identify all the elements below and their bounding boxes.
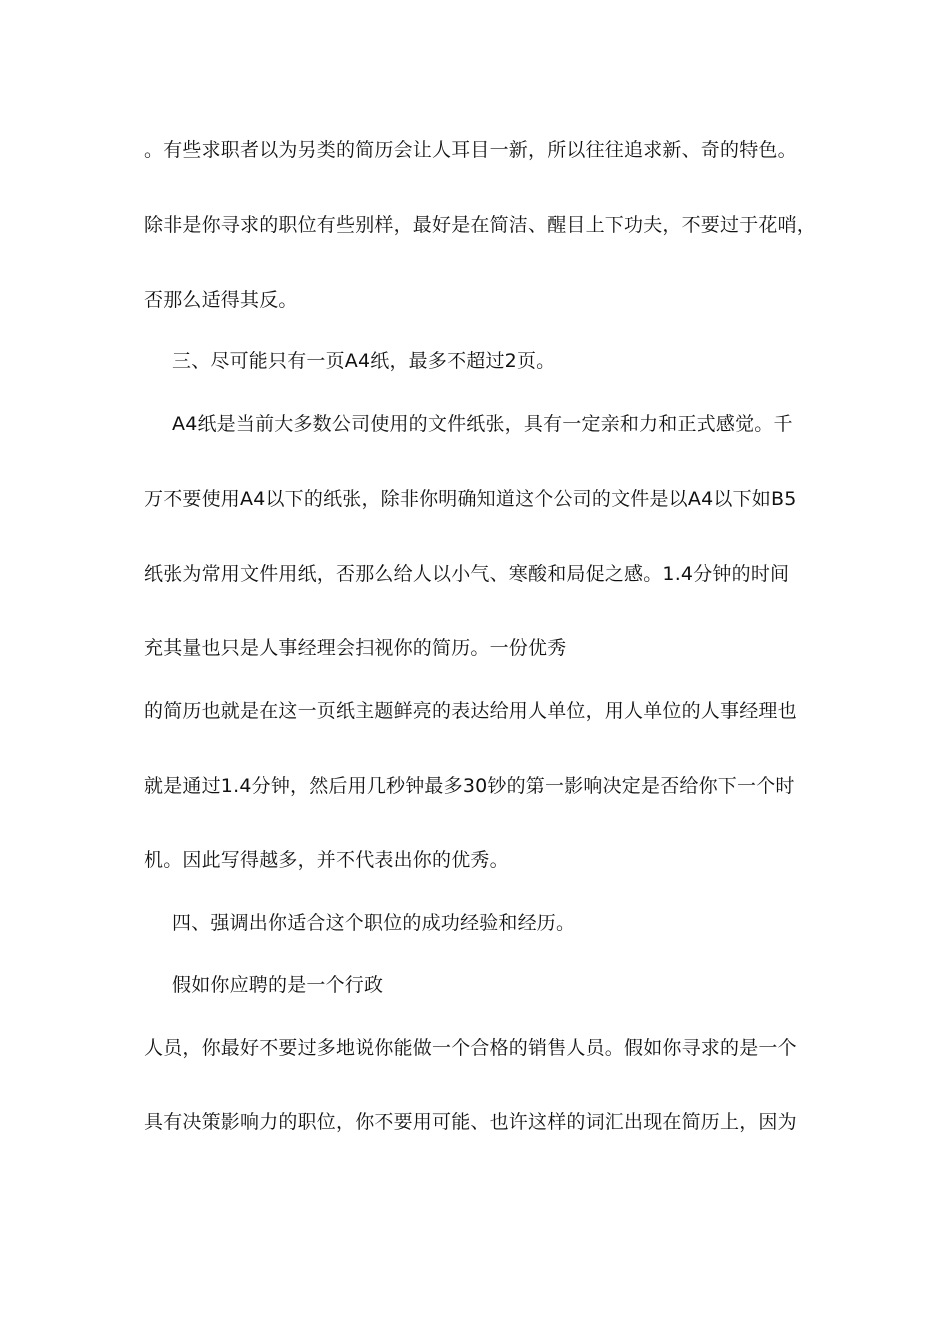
- section-heading-4: 四、强调出你适合这个职位的成功经验和经历。: [172, 912, 576, 934]
- body-text-line: 除非是你寻求的职位有些别样，最好是在简洁、醒目上下功夫，不要过于花哨，: [144, 214, 817, 236]
- body-text-line: A4纸是当前大多数公司使用的文件纸张，具有一定亲和力和正式感觉。千: [172, 413, 793, 435]
- body-text-line: 纸张为常用文件用纸，否那么给人以小气、寒酸和局促之感。1.4分钟的时间: [144, 563, 790, 585]
- body-text-line: 否那么适得其反。: [144, 289, 298, 311]
- body-text-line: 。有些求职者以为另类的简历会让人耳目一新，所以往往追求新、奇的特色。: [144, 139, 797, 161]
- body-text-line: 就是通过1.4分钟，然后用几秒钟最多30钞的第一影响决定是否给你下一个时: [144, 775, 795, 797]
- body-text-line: 人员，你最好不要过多地说你能做一个合格的销售人员。假如你寻求的是一个: [144, 1037, 797, 1059]
- body-text-line: 具有决策影响力的职位，你不要用可能、也许这样的词汇出现在简历上，因为: [144, 1111, 797, 1133]
- body-text-line: 假如你应聘的是一个行政: [172, 974, 384, 996]
- body-text-line: 机。因此写得越多，并不代表出你的优秀。: [144, 849, 509, 871]
- body-text-line: 的简历也就是在这一页纸主题鲜亮的表达给用人单位，用人单位的人事经理也: [144, 700, 797, 722]
- section-heading-3: 三、尽可能只有一页A4纸，最多不超过2页。: [172, 350, 556, 372]
- body-text-line: 万不要使用A4以下的纸张，除非你明确知道这个公司的文件是以A4以下如B5: [144, 488, 797, 510]
- body-text-line: 充其量也只是人事经理会扫视你的简历。一份优秀: [144, 637, 567, 659]
